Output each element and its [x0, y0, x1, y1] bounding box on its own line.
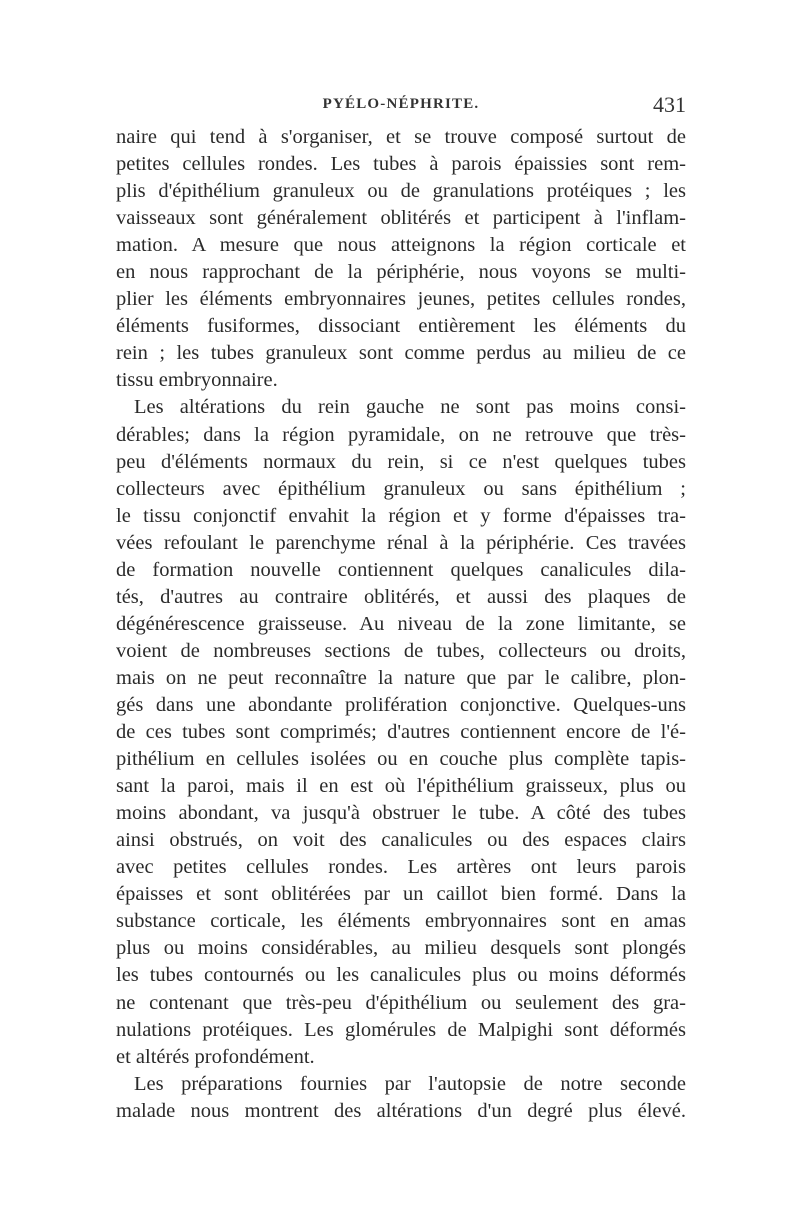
text-line: gés dans une abondante prolifération conjonctive. Quelques-uns: [116, 693, 686, 716]
text-line: en nous rapprochant de la périphérie, nous voyons se multi-: [116, 261, 686, 284]
text-line: dégénérescence graisseuse. Au niveau de la zone limitante, se: [116, 612, 686, 635]
text-line: malade nous montrent des altérations d'un degré plus élevé.: [116, 1099, 686, 1122]
text-line: sant la paroi, mais il en est où l'épithélium graisseux, plus ou: [116, 775, 686, 798]
text-line: nulations protéiques. Les glomérules de Malpighi sont déformés: [116, 1018, 686, 1041]
page-number: 431: [653, 92, 686, 117]
text-line: éléments fusiformes, dissociant entièrement les éléments du: [116, 315, 686, 338]
text-line: voient de nombreuses sections de tubes, collecteurs ou droits,: [116, 639, 686, 662]
text-line: ainsi obstrués, on voit des canalicules ou des espaces clairs: [116, 829, 686, 852]
text-line: collecteurs avec épithélium granuleux ou sans épithélium ;: [116, 477, 686, 500]
text-line: Les préparations fournies par l'autopsie de notre seconde: [134, 1072, 686, 1095]
text-line: dérables; dans la région pyramidale, on ne retrouve que très-: [116, 423, 686, 446]
text-line: avec petites cellules rondes. Les artères ont leurs parois: [116, 856, 686, 879]
text-line: tés, d'autres au contraire oblitérés, et aussi des plaques de: [116, 585, 686, 608]
text-line: substance corticale, les éléments embryonnaires sont en amas: [116, 910, 686, 933]
text-line: ne contenant que très-peu d'épithélium ou seulement des gra-: [116, 991, 686, 1014]
text-line: épaisses et sont oblitérées par un caillot bien formé. Dans la: [116, 883, 686, 906]
text-line: de ces tubes sont comprimés; d'autres contiennent encore de l'é-: [116, 721, 686, 744]
text-line: mation. A mesure que nous atteignons la région corticale et: [116, 234, 686, 257]
text-line: pithélium en cellules isolées ou en couche plus complète tapis-: [116, 748, 686, 771]
text-line: de formation nouvelle contiennent quelques canalicules dila-: [116, 558, 686, 581]
text-line: peu d'éléments normaux du rein, si ce n'est quelques tubes: [116, 450, 686, 473]
text-line: plus ou moins considérables, au milieu desquels sont plongés: [116, 937, 686, 960]
text-line: plier les éléments embryonnaires jeunes, petites cellules rondes,: [116, 288, 686, 311]
text-line: mais on ne peut reconnaître la nature que par le calibre, plon-: [116, 666, 686, 689]
body-text: [116, 124, 686, 1125]
running-title: PYÉLO-NÉPHRITE.: [322, 96, 480, 112]
text-line: rein ; les tubes granuleux sont comme perdus au milieu de ce: [116, 342, 686, 365]
text-line: le tissu conjonctif envahit la région et y forme d'épaisses tra-: [116, 504, 686, 527]
text-line: et altérés profondément.: [116, 1045, 315, 1068]
text-line: tissu embryonnaire.: [116, 369, 278, 392]
text-line: Les altérations du rein gauche ne sont pas moins consi-: [134, 396, 686, 419]
running-head: [116, 92, 686, 120]
text-line: petites cellules rondes. Les tubes à parois épaissies sont rem-: [116, 153, 686, 176]
text-line: vées refoulant le parenchyme rénal à la périphérie. Ces travées: [116, 531, 686, 554]
text-line: les tubes contournés ou les canalicules plus ou moins déformés: [116, 964, 686, 987]
text-line: plis d'épithélium granuleux ou de granulations protéiques ; les: [116, 180, 686, 203]
text-line: naire qui tend à s'organiser, et se trouve composé surtout de: [116, 126, 686, 148]
text-line: moins abondant, va jusqu'à obstruer le tube. A côté des tubes: [116, 802, 686, 825]
text-line: vaisseaux sont généralement oblitérés et participent à l'inflam-: [116, 207, 686, 230]
